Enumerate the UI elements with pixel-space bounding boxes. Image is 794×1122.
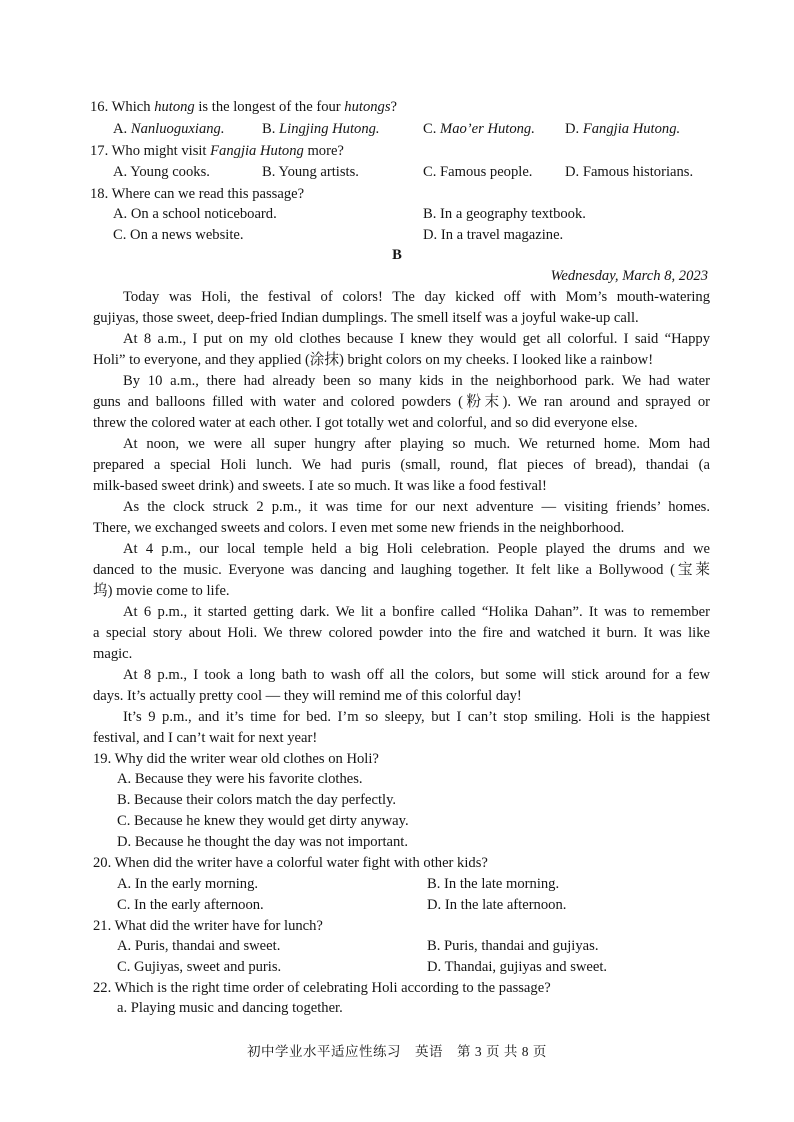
passage-line: festival, and I can’t wait for next year! bbox=[93, 730, 318, 746]
q20-stem: 20. When did the writer have a colorful water fight with other kids? bbox=[93, 855, 488, 871]
q19-option-a[interactable]: A. Because they were his favorite clothes. bbox=[117, 771, 363, 787]
q21-option-b[interactable]: B. Puris, thandai and gujiyas. bbox=[427, 938, 599, 954]
q17-option-d[interactable]: D. Famous historians. bbox=[565, 164, 694, 180]
q19-option-d[interactable]: D. Because he thought the day was not important. bbox=[117, 834, 408, 850]
passage-line: threw the colored water at each other. I got totally wet and colorful, and so did everyone else. bbox=[93, 415, 638, 431]
passage-line: prepared a special Holi lunch. We had puris (small, round, flat pieces of bread), thandai (a bbox=[93, 457, 710, 473]
passage-line: Holi” to everyone, and they applied (涂抹) bright colors on my cheeks. I looked like a rainbow! bbox=[93, 352, 654, 368]
option-text: Mao’er Hutong. bbox=[440, 121, 535, 137]
q16-stem-italic: hutongs bbox=[344, 99, 391, 115]
passage-line: By 10 a.m., there had already been so many kids in the neighborhood park. We had water bbox=[123, 373, 710, 389]
q16-stem-italic: hutong bbox=[154, 99, 195, 115]
q17-option-a[interactable]: A. Young cooks. bbox=[113, 164, 210, 180]
q16-stem bbox=[90, 97, 397, 118]
q16-stem-part: ? bbox=[390, 99, 397, 115]
diary-date: Wednesday, March 8, 2023 bbox=[550, 268, 708, 284]
q21-stem: 21. What did the writer have for lunch? bbox=[93, 918, 323, 934]
q16-stem-part: is the longest of the four bbox=[194, 99, 345, 115]
passage-line: At 8 p.m., I took a long bath to wash off all the colors, but some will stick around for a few bbox=[123, 667, 710, 683]
q16-option-c[interactable] bbox=[423, 119, 535, 140]
q16-option-a[interactable] bbox=[113, 119, 225, 140]
q18-option-d[interactable]: D. In a travel magazine. bbox=[423, 227, 564, 243]
q21-option-d[interactable]: D. Thandai, gujiyas and sweet. bbox=[427, 959, 608, 975]
option-letter: A. bbox=[113, 121, 131, 137]
page-footer: 初中学业水平适应性练习 英语 第 3 页 共 8 页 bbox=[247, 1044, 547, 1059]
passage-line: At noon, we were all super hungry after playing so much. We returned home. Mom had bbox=[123, 436, 710, 452]
passage-line: Today was Holi, the festival of colors! The day kicked off with Mom’s mouth-watering bbox=[123, 289, 710, 305]
passage-line: 坞) movie come to life. bbox=[93, 583, 230, 599]
option-letter: C. bbox=[423, 121, 441, 137]
passage-line: At 4 p.m., our local temple held a big Holi celebration. People played the drums and we bbox=[123, 541, 710, 557]
q22-stem: 22. Which is the right time order of celebrating Holi according to the passage? bbox=[93, 980, 551, 996]
q19-option-b[interactable]: B. Because their colors match the day perfectly. bbox=[117, 792, 397, 808]
section-heading: B bbox=[392, 247, 402, 263]
passage-line: There, we exchanged sweets and colors. I even met some new friends in the neighborhood. bbox=[93, 520, 625, 536]
option-letter: B. bbox=[262, 121, 280, 137]
q16-option-b[interactable] bbox=[262, 119, 380, 140]
passage-line: magic. bbox=[93, 646, 133, 662]
q17-option-b[interactable]: B. Young artists. bbox=[262, 164, 359, 180]
q17-option-c[interactable]: C. Famous people. bbox=[423, 164, 533, 180]
passage-line: At 8 a.m., I put on my old clothes because I knew they would get all colorful. I said “Happy bbox=[123, 331, 710, 347]
q21-option-a[interactable]: A. Puris, thandai and sweet. bbox=[117, 938, 281, 954]
q20-option-d[interactable]: D. In the late afternoon. bbox=[427, 897, 567, 913]
q16-option-d[interactable] bbox=[565, 119, 680, 140]
q21-option-c[interactable]: C. Gujiyas, sweet and puris. bbox=[117, 959, 282, 975]
q17-stem-part: 17. Who might visit bbox=[90, 143, 211, 159]
passage-line: guns and balloons filled with water and colored powders (粉末). We ran around and sprayed or bbox=[93, 394, 710, 410]
q17-stem bbox=[90, 141, 344, 162]
q17-stem-italic: Fangjia Hutong bbox=[210, 143, 304, 159]
q20-option-b[interactable]: B. In the late morning. bbox=[427, 876, 560, 892]
passage-line: It’s 9 p.m., and it’s time for bed. I’m so sleepy, but I can’t stop smiling. Holi is the happiest bbox=[123, 709, 710, 725]
q18-option-b[interactable]: B. In a geography textbook. bbox=[423, 206, 586, 222]
passage-line: At 6 p.m., it started getting dark. We lit a bonfire called “Holika Dahan”. It was to remember bbox=[123, 604, 710, 620]
passage-line: gujiyas, those sweet, deep-fried Indian dumplings. The smell itself was a joyful wake-up call. bbox=[93, 310, 639, 326]
q19-option-c[interactable]: C. Because he knew they would get dirty anyway. bbox=[117, 813, 409, 829]
q18-option-c[interactable]: C. On a news website. bbox=[113, 227, 244, 243]
q20-option-a[interactable]: A. In the early morning. bbox=[117, 876, 259, 892]
passage-line: milk-based sweet drink) and sweets. I ate so much. It was like a food festival! bbox=[93, 478, 547, 494]
passage-line: days. It’s actually pretty cool — they will remind me of this colorful day! bbox=[93, 688, 522, 704]
option-text: Nanluoguxiang. bbox=[130, 121, 225, 137]
q17-stem-part: more? bbox=[303, 143, 344, 159]
q16-stem-part: 16. Which bbox=[90, 99, 155, 115]
q18-option-a[interactable]: A. On a school noticeboard. bbox=[113, 206, 277, 222]
q20-option-c[interactable]: C. In the early afternoon. bbox=[117, 897, 264, 913]
q18-stem: 18. Where can we read this passage? bbox=[90, 186, 305, 202]
option-text: Lingjing Hutong. bbox=[279, 121, 380, 137]
passage-line: a special story about Holi. We threw colored powder into the fire and watched it burn. It was like bbox=[93, 625, 710, 641]
q19-stem: 19. Why did the writer wear old clothes on Holi? bbox=[93, 751, 379, 767]
passage-line: As the clock struck 2 p.m., it was time for our next adventure — visiting friends’ homes. bbox=[123, 499, 710, 515]
passage-line: danced to the music. Everyone was dancing and laughing together. It felt like a Bollywood (宝莱 bbox=[93, 562, 710, 578]
q22-item-a: a. Playing music and dancing together. bbox=[117, 1000, 343, 1016]
option-letter: D. bbox=[565, 121, 583, 137]
option-text: Fangjia Hutong. bbox=[582, 121, 681, 137]
